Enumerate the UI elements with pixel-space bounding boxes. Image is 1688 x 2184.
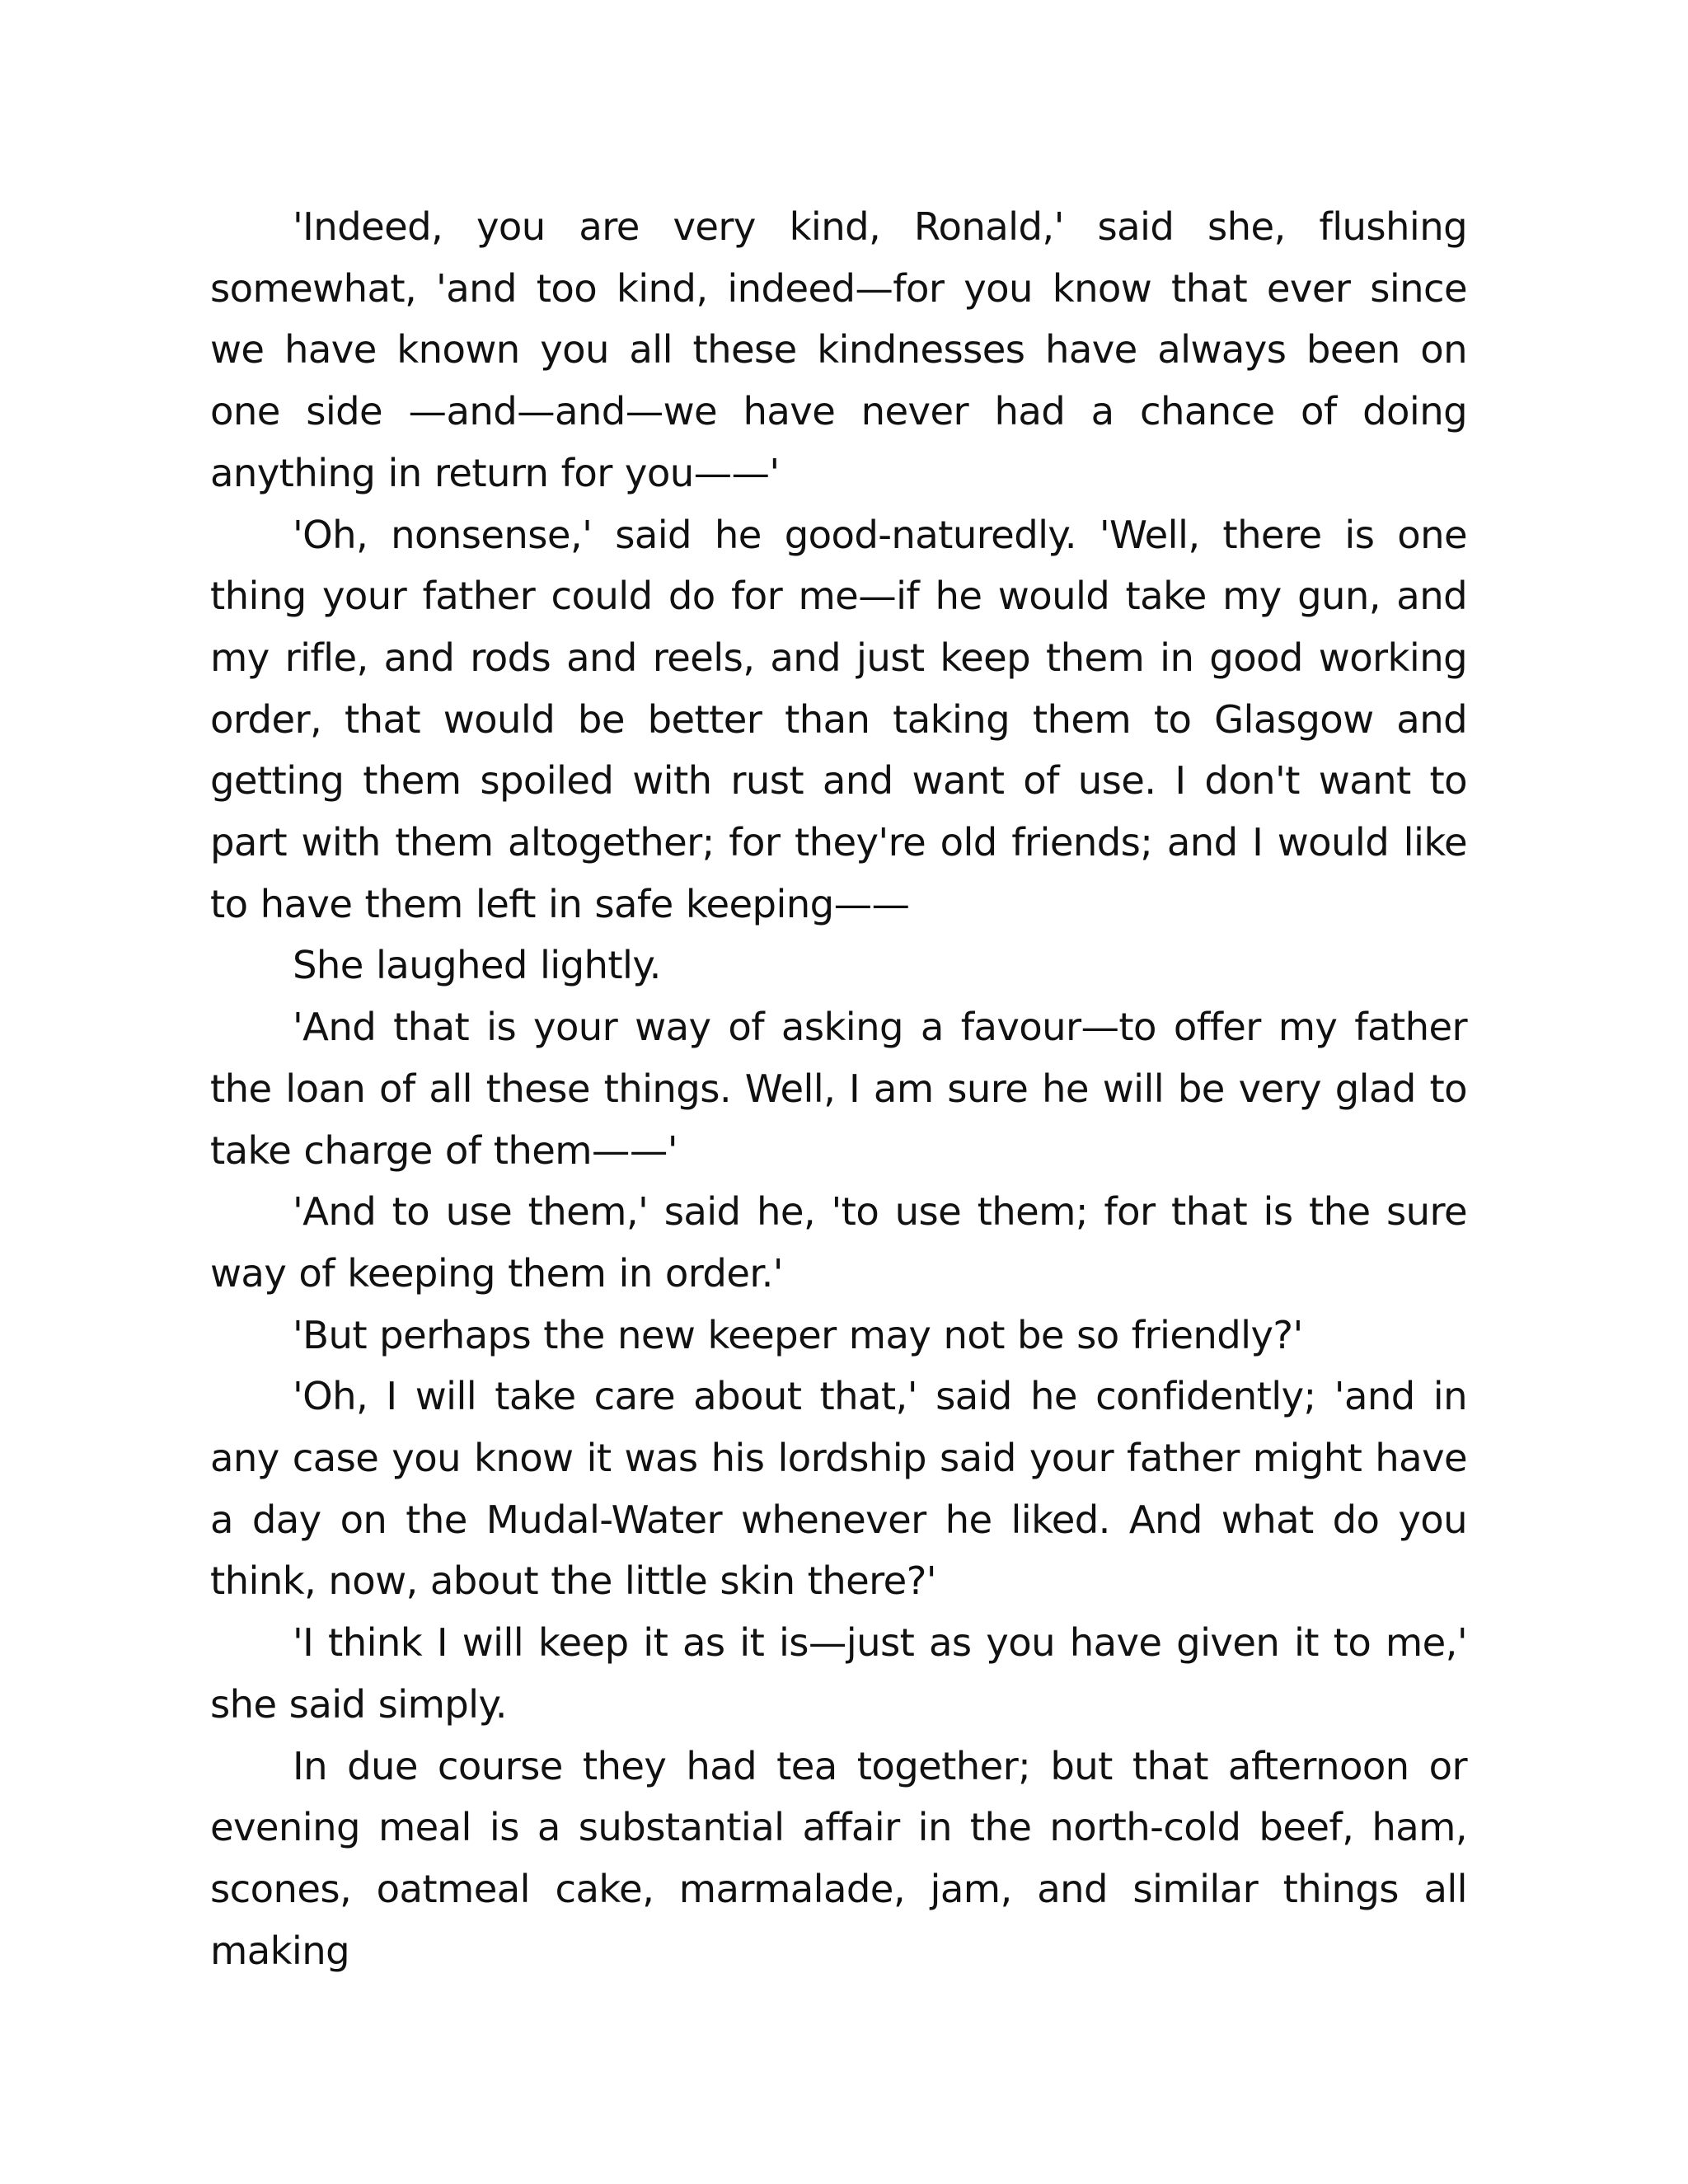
paragraph: She laughed lightly.: [293, 943, 661, 988]
paragraph: 'Indeed, you are very kind, Ronald,' said she, flushing somewhat, 'and too kind, indeed—for you know that ever since we have known you all these kindnesses have always been on one side —and—and—we have never had a chance of doing anything in return for you——': [210, 204, 1467, 495]
paragraph: 'Oh, nonsense,' said he good-naturedly. 'Well, there is one thing your father could do for me—if he would take my gun, and my rifle, and rods and reels, and just keep them in good working order, that would be better than taking them to Glasgow and getting them spoiled with rust and want of use. I don't want to part with them altogether; for they're old friends; and I would like to have them left in safe keeping——: [210, 512, 1467, 926]
paragraph: 'And that is your way of asking a favour—to offer my father the loan of all these things. Well, I am sure he will be very glad to take charge of them——': [210, 1005, 1467, 1173]
paragraph: In due course they had tea together; but that afternoon or evening meal is a substantial affair in the north-cold beef, ham, scones, oatmeal cake, marmalade, jam, and similar things all making: [210, 1743, 1467, 1973]
page-body: [210, 196, 1467, 1981]
paragraph: 'And to use them,' said he, 'to use them; for that is the sure way of keeping them in order.': [210, 1189, 1467, 1296]
paragraph: 'But perhaps the new keeper may not be so friendly?': [293, 1312, 1303, 1357]
paragraph: 'I think I will keep it as it is—just as you have given it to me,' she said simply.: [210, 1620, 1467, 1727]
paragraph: 'Oh, I will take care about that,' said he confidently; 'and in any case you know it was his lordship said your father might have a day on the Mudal-Water whenever he liked. And what do you think, now, about the little skin there?': [210, 1374, 1467, 1604]
